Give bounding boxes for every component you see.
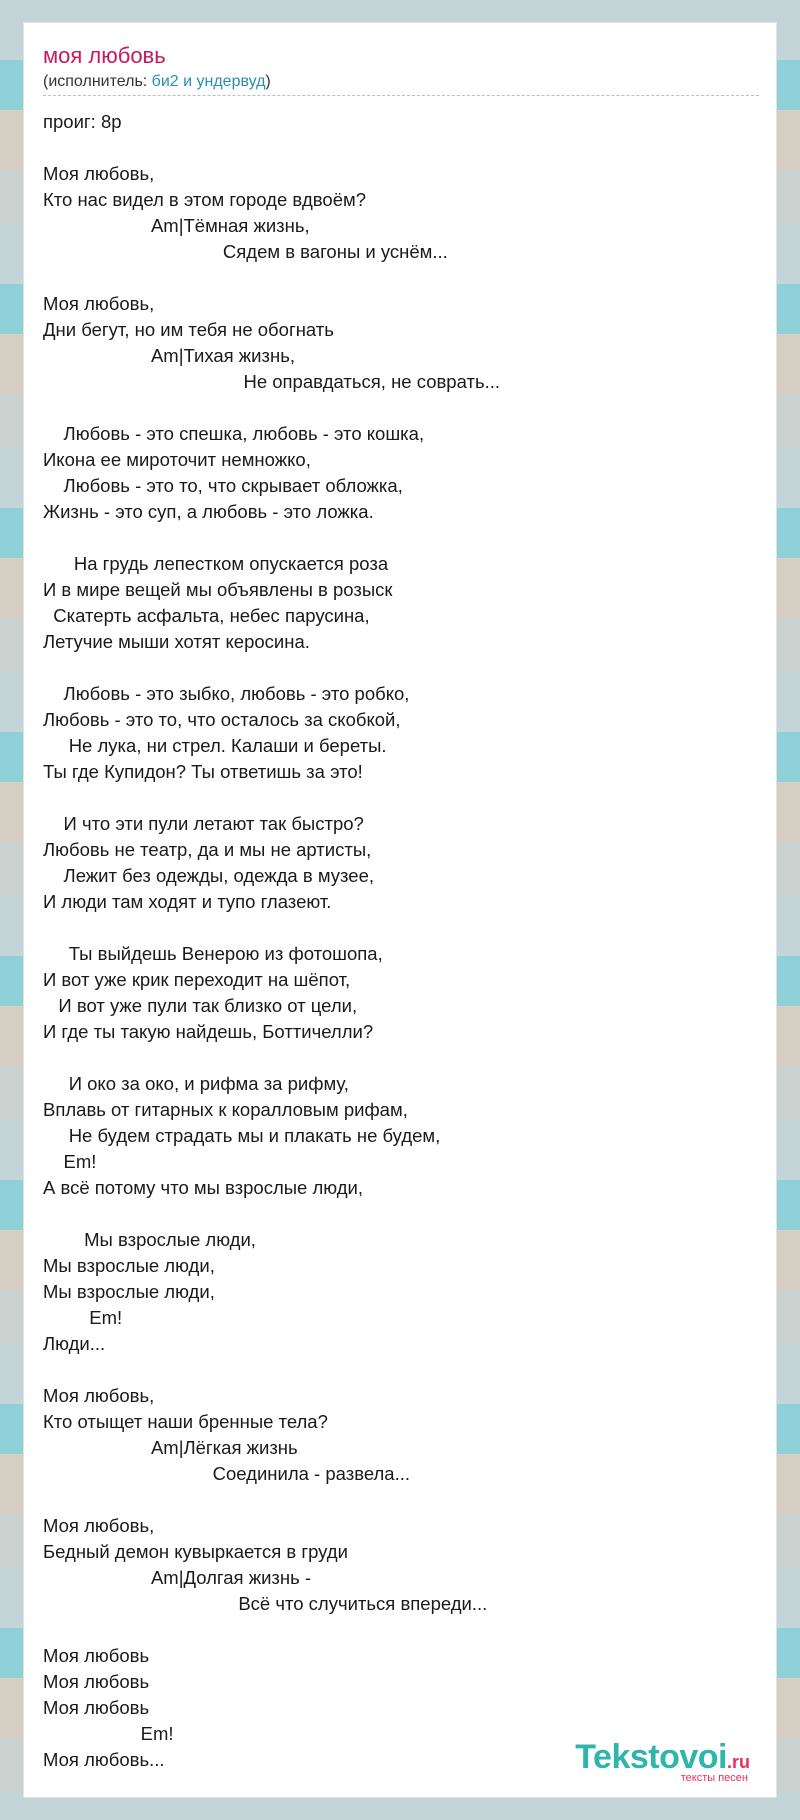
performer-link[interactable]: би2 и ундервуд (151, 73, 266, 90)
lyrics-text: проиг: 8р Моя любовь, Кто нас видел в этом городе вдвоём? Am|Тёмная жизнь, Сядем в вагоны и уснём... Моя любовь, Дни бегут, но им тебя не обогнать Am|Тихая жизнь, Не оправдаться, не соврать... Любовь - это спешка, любовь - это кошка, Икона ее мироточит немножко, Любовь - это то, что скрывает обложка, Жизнь - это суп, а любовь - это ложка. На грудь лепестком опускается роза И в мире вещей мы объявлены в розыск Скатерть асфальта, небес парусина, Летучие мыши хотят керосина. Любовь - это зыбко, любовь - это робко, Любовь - это то, что осталось за скобкой, Не лука, ни стрел. Калаши и береты. Ты где Купидон? Ты ответишь за это! И что эти пули летают так быстро? Любовь не театр, да и мы не артисты, Лежит без одежды, одежда в музее, И люди там ходят и тупо глазеют. Ты выйдешь Венерою из фотошопа, И вот уже крик переходит на шёпот, И вот уже пули так близко от цели, И где ты такую найдешь, Боттичелли? И око за око, и рифма за рифму, Вплавь от гитарных к коралловым рифам, Не будем страдать мы и плакать не будем, Em! А всё потому что мы взрослые люди, Мы взрослые люди, Мы взрослые люди, Мы взрослые люди, Em! Люди... Моя любовь, Кто отыщет наши бренные тела? Am|Лёгкая жизнь Соединила - развела... Моя любовь, Бедный демон кувыркается в груди Am|Долгая жизнь - Всё что случиться впереди... Моя любовь Моя любовь Моя любовь Em! Моя любовь... (43, 111, 501, 1770)
logo-name: Tekstovoi (575, 1738, 727, 1776)
lyrics-card (23, 22, 777, 1798)
performer-prefix: (исполнитель: (43, 73, 152, 90)
site-logo[interactable] (575, 1738, 750, 1784)
performer-suffix: ) (265, 73, 271, 90)
logo-tagline: тексты песен (680, 1772, 748, 1784)
logo-tld: .ru (726, 1752, 750, 1772)
performer-line (43, 73, 759, 96)
song-title: моя любовь (43, 43, 166, 68)
